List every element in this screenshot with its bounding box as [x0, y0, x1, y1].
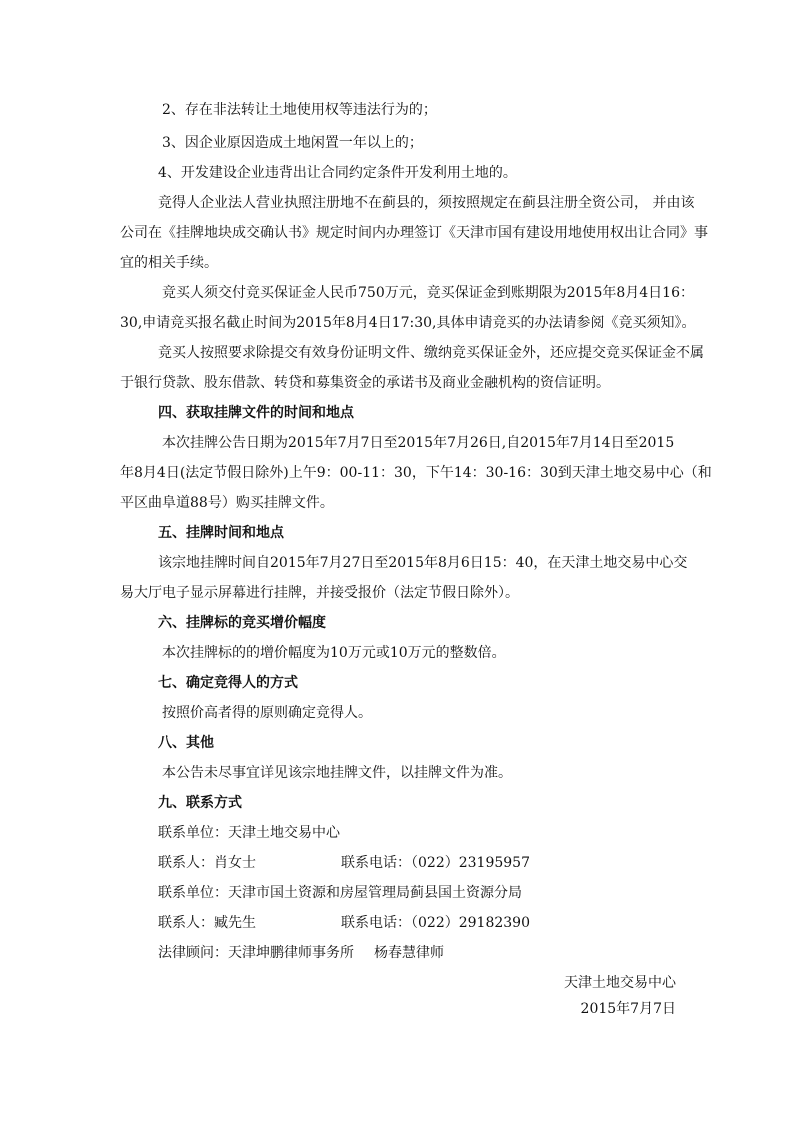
section4-line1: 本次挂牌公告日期为2015年7月7日至2015年7月26日,自2015年7月14日至2015: [162, 435, 675, 451]
section-heading-7: 七、确定竞得人的方式: [158, 675, 298, 691]
contact-person-2: 联系人：臧先生: [158, 915, 256, 931]
section7-line1: 按照价高者得的原则确定竞得人。: [162, 705, 372, 721]
paragraph-proof-line1: 竞买人按照要求除提交有效身份证明文件、缴纳竞买保证金外，还应提交竞买保证金不属: [158, 345, 704, 361]
section5-line1: 该宗地挂牌时间自2015年7月27日至2015年8月6日15：40，在天津土地交易中心交: [158, 555, 688, 571]
contact-phone-1: 联系电话：（022）23195957: [341, 855, 530, 871]
paragraph-proof-line2: 于银行贷款、股东借款、转贷和募集资金的承诺书及商业金融机构的资信证明。: [120, 375, 610, 391]
contact-person-1: 联系人：肖女士: [158, 855, 256, 871]
section-heading-5: 五、挂牌时间和地点: [158, 525, 284, 541]
signature-org: 天津土地交易中心: [564, 975, 676, 991]
paragraph-register-line2: 公司在《挂牌地块成交确认书》规定时间内办理签订《天津市国有建设用地使用权出让合同》事: [120, 225, 708, 241]
section4-line3: 平区曲阜道88号）购买挂牌文件。: [120, 495, 334, 511]
section-heading-6: 六、挂牌标的竞买增价幅度: [158, 615, 326, 631]
list-item-3: 3、因企业原因造成土地闲置一年以上的；: [162, 135, 423, 151]
section5-line2: 易大厅电子显示屏幕进行挂牌，并接受报价（法定节假日除外）。: [120, 585, 519, 601]
paragraph-register-line3: 宜的相关手续。: [120, 255, 218, 271]
section-heading-9: 九、联系方式: [158, 795, 242, 811]
section-heading-8: 八、其他: [158, 735, 214, 751]
section8-line1: 本公告未尽事宜详见该宗地挂牌文件，以挂牌文件为准。: [162, 765, 512, 781]
legal-advisor-row: [158, 943, 444, 963]
contact-unit-2: 联系单位：天津市国土资源和房屋管理局蓟县国土资源分局: [158, 885, 522, 901]
list-item-2: 2、存在非法转让土地使用权等违法行为的；: [162, 102, 437, 118]
contact-phone-2: 联系电话：（022）29182390: [341, 915, 530, 931]
section4-line2: 年8月4日(法定节假日除外)上午9：00-11：30，下午14：30-16：30到天津土地交易中心（和: [120, 465, 712, 481]
section6-line1: 本次挂牌标的的增价幅度为10万元或10万元的整数倍。: [162, 645, 506, 661]
contact-row-2: [158, 913, 530, 933]
signature-date: 2015年7月7日: [580, 1001, 676, 1017]
contact-unit-1: 联系单位：天津土地交易中心: [158, 825, 340, 841]
section-heading-4: 四、获取挂牌文件的时间和地点: [158, 405, 354, 421]
paragraph-register-line1: 竞得人企业法人营业执照注册地不在蓟县的，须按照规定在蓟县注册全资公司， 并由该: [158, 195, 695, 211]
legal-firm: 法律顾问：天津坤鹏律师事务所: [158, 945, 354, 961]
legal-lawyer: 杨春慧律师: [374, 945, 444, 961]
paragraph-deposit-line2: 30,申请竞买报名截止时间为2015年8月4日17:30,具体申请竞买的办法请参阅《竞买须知》。: [120, 315, 696, 331]
list-item-4: 4、开发建设企业违背出让合同约定条件开发利用土地的。: [158, 165, 517, 181]
contact-row-1: [158, 853, 530, 873]
paragraph-deposit-line1: 竞买人须交付竞买保证金人民币750万元，竞买保证金到账期限为2015年8月4日16：: [162, 285, 694, 301]
